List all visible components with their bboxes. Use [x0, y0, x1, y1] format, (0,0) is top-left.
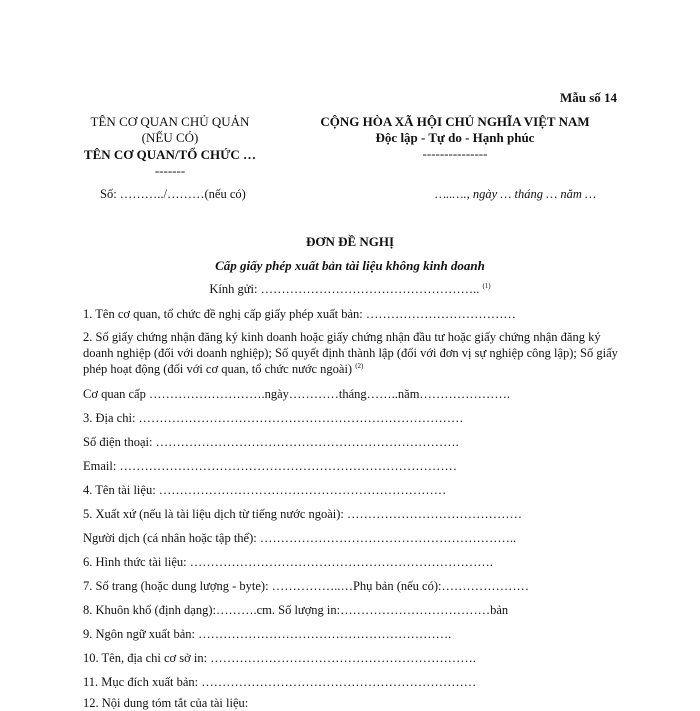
national-motto: Độc lập - Tự do - Hạnh phúc: [375, 130, 535, 145]
document-title: ĐƠN ĐỀ NGHỊ: [305, 234, 395, 249]
field-address: 3. Địa chỉ: ……………………………………………………………………: [83, 411, 464, 425]
field-summary: 12. Nội dung tóm tắt của tài liệu:: [83, 696, 249, 710]
form-number: Mẫu số 14: [560, 90, 618, 105]
document-date: …..…., ngày … tháng … năm …: [435, 187, 597, 201]
field-document-name: 4. Tên tài liệu: ……………………………………………………………: [83, 483, 447, 497]
field-registration-text: 2. Số giấy chứng nhận đăng ký kinh doanh hoặc giấy chứng nhận đầu tư hoặc giấy chứng nhận đăng ký doanh nghiệp (đối với doanh nghiệp); Số quyết định thành lập (đối với đơn vị sự nghiệp công lập); Số giấy phép hoạt động (đối với cơ quan, tổ chức nước ngoài): [83, 330, 618, 376]
field-printer: 10. Tên, địa chỉ cơ sở in: ……………………………………………………….: [83, 651, 476, 665]
field-purpose: 11. Mục đích xuất bản: …………………………………………………………: [83, 675, 477, 689]
field-dimensions-quantity: 8. Khuôn khổ (định dạng):……….cm. Số lượng in:………………………………bản: [83, 603, 509, 617]
field-issuing-authority: Cơ quan cấp ……………………….ngày…………tháng……..năm………………….: [83, 387, 511, 401]
field-registration-number: [83, 329, 628, 377]
field-translator: Người dịch (cá nhân hoặc tập thể): ……………………………………………………..: [83, 531, 517, 545]
footnote-marker-2: (2): [355, 361, 364, 370]
organization-name: TÊN CƠ QUAN/TỔ CHỨC …: [83, 147, 257, 162]
footnote-marker-1: (1): [482, 281, 491, 290]
field-applicant-name: 1. Tên cơ quan, tổ chức đề nghị cấp giấy phép xuất bản: ………………………………: [83, 307, 516, 321]
field-origin: 5. Xuất xứ (nếu là tài liệu dịch từ tiếng nước ngoài): ……………………………………: [83, 507, 523, 521]
field-page-count: 7. Số trang (hoặc dung lượng - byte): ……………..…Phụ bản (nếu có):…………………: [83, 579, 529, 593]
document-number: Số: ………../………(nếu có): [100, 187, 246, 201]
recipient-text: Kính gửi: ……………………………………………..: [209, 282, 480, 296]
governing-agency-name: TÊN CƠ QUAN CHỦ QUẢN: [90, 114, 250, 129]
field-email: Email: ………………………………………………………………………: [83, 459, 457, 473]
national-separator: ---------------: [422, 146, 488, 161]
governing-agency-note: (NẾU CÓ): [141, 130, 199, 145]
national-title: CỘNG HÒA XÃ HỘI CHỦ NGHĨA VIỆT NAM: [320, 114, 590, 129]
field-document-format: 6. Hình thức tài liệu: ……………………………………………………………….: [83, 555, 493, 569]
field-phone: Số điện thoại: ……………………………………………………………….: [83, 435, 459, 449]
agency-separator: -------: [154, 163, 186, 178]
recipient-line: [0, 282, 700, 297]
field-language: 9. Ngôn ngữ xuất bản: …………………………………………………….: [83, 627, 452, 641]
document-subtitle: Cấp giấy phép xuất bản tài liệu không kinh doanh: [215, 258, 485, 273]
